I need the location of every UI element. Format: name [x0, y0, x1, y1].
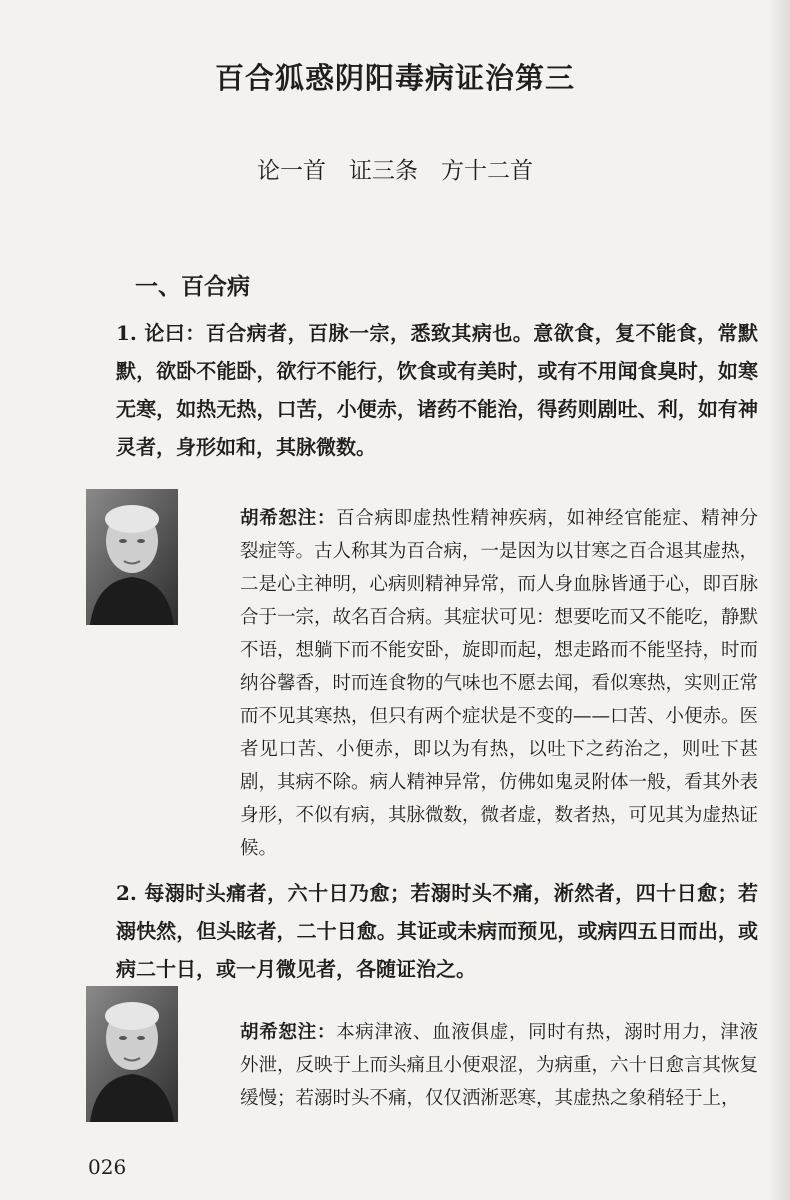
commentary-label: 胡希恕注：: [240, 508, 337, 529]
commentary-2: [88, 1016, 758, 1115]
commentary-1: [88, 502, 758, 865]
commentary-label: 胡希恕注：: [240, 1022, 337, 1043]
chapter-title: 百合狐惑阴阳毒病证治第三: [214, 61, 575, 95]
clause-text: 2. 每溺时头痛者，六十日乃愈；若溺时头不痛，淅然者，四十日愈；若溺快然，但头眩者，二十日愈。其证或未病而预见，或病四五日而出，或病二十日，或一月微见者，各随证治之。: [116, 881, 758, 981]
clause-2: [88, 874, 758, 988]
commentary-text: 本病津液、血液俱虚，同时有热，溺时用力，津液外泄，反映于上而头痛且小便艰涩，为病重，六十日愈言其恢复缓慢；若溺时头不痛，仅仅洒淅恶寒，其虚热之象稍轻于上，: [240, 1022, 759, 1109]
page-number: 026: [88, 1155, 127, 1179]
clause-text: 1. 论曰：百合病者，百脉一宗，悉致其病也。意欲食，复不能食，常默默，欲卧不能卧，欲行不能行，饮食或有美时，或有不用闻食臭时，如寒无寒，如热无热，口苦，小便赤，诸药不能治，得药则剧吐、利，如有神灵者，身形如和，其脉微数。: [116, 321, 758, 459]
section-heading: 一、百合病: [135, 273, 250, 300]
clause-1: [88, 314, 758, 466]
chapter-subtitle: 论一首 证三条 方十二首: [257, 158, 533, 184]
commentary-text: 百合病即虚热性精神疾病，如神经官能症、精神分裂症等。古人称其为百合病，一是因为以甘寒之百合退其虚热，二是心主神明，心病则精神异常，而人身血脉皆通于心，即百脉合于一宗，故名百合病。其症状可见：想要吃而又不能吃，静默不语，想躺下而不能安卧，旋即而起，想走路而不能坚持，时而纳谷馨香，时而连食物的气味也不愿去闻，看似寒热，实则正常而不见其寒热，但只有两个症状是不变的——口苦、小便赤。医者见口苦、小便赤，即以为有热，以吐下之药治之，则吐下甚剧，其病不除。病人精神异常，仿佛如鬼灵附体一般，看其外表身形，不似有病，其脉微数，微者虚，数者热，可见其为虚热证候。: [240, 508, 759, 859]
